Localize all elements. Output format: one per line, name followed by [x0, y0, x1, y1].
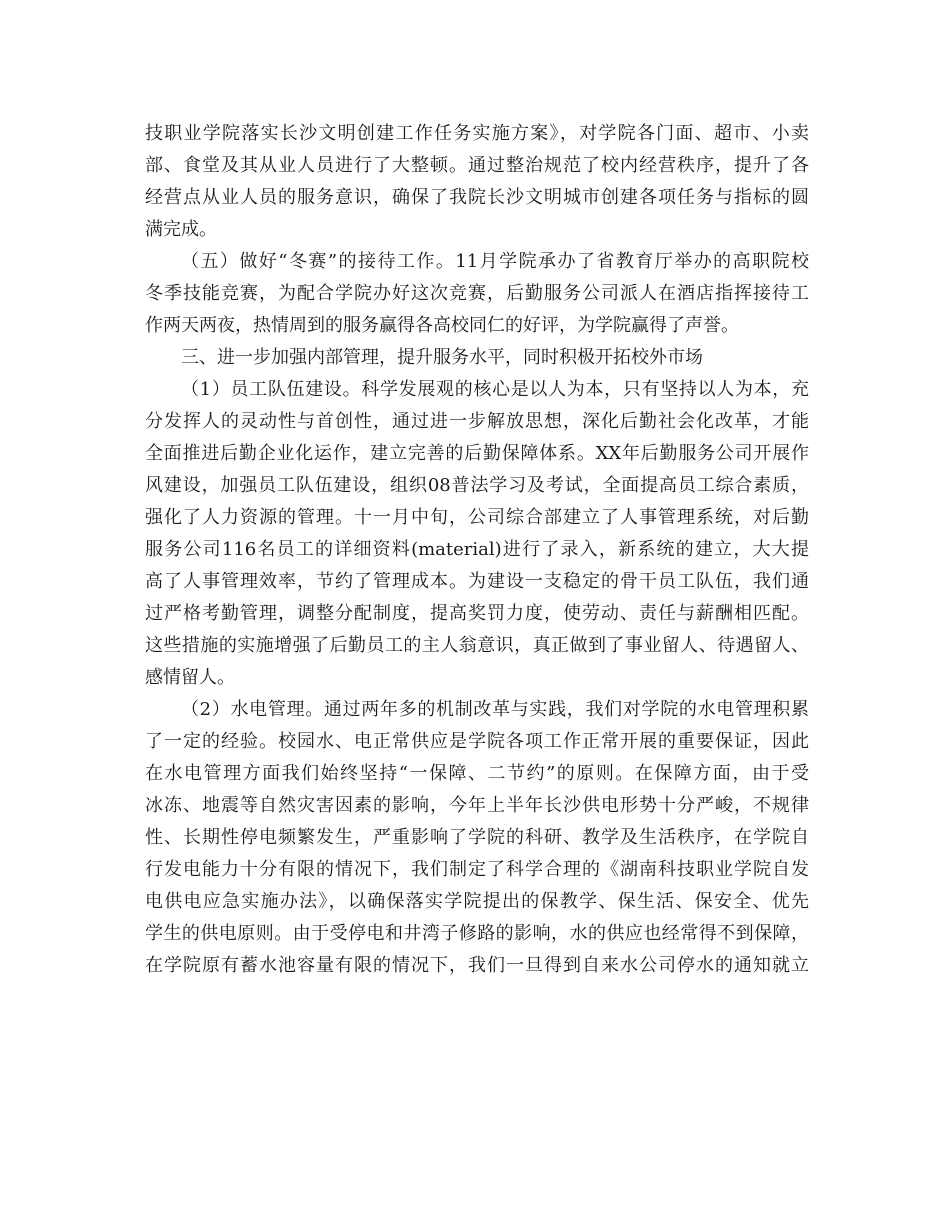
text-line: 技职业学院落实长沙文明创建工作任务实施方案》，对学院各门面、超市、小卖: [145, 123, 809, 144]
text-line: 在水电管理方面我们始终坚持“一保障、二节约”的原则。在保障方面，由于受: [145, 763, 809, 784]
section-item-five: （五）做好“冬赛”的接待工作。11月学院承办了省教育厅举办的高职院校: [181, 251, 809, 272]
text-line: 作两天两夜，热情周到的服务赢得各高校同仁的好评，为学院赢得了声誉。: [145, 315, 739, 336]
text-line: 风建设，加强员工队伍建设，组织08普法学习及考试，全面提高员工综合素质，: [145, 475, 809, 496]
text-line: 在学院原有蓄水池容量有限的情况下，我们一旦得到自来水公司停水的通知就立: [145, 955, 809, 976]
subsection-item-1: （1）员工队伍建设。科学发展观的核心是以人为本，只有坚持以人为本，充: [181, 379, 809, 400]
text-line: 性、长期性停电频繁发生，严重影响了学院的科研、教学及生活秩序，在学院自: [145, 827, 809, 848]
text-line: 感情留人。: [145, 667, 235, 688]
text-line: 学生的供电原则。由于受停电和井湾子修路的影响，水的供应也经常得不到保障，: [145, 923, 809, 944]
text-line: 全面推进后勤企业化运作，建立完善的后勤保障体系。XX年后勤服务公司开展作: [145, 443, 809, 464]
text-line: 高了人事管理效率，节约了管理成本。为建设一支稳定的骨干员工队伍，我们通: [145, 571, 809, 592]
text-line: 满完成。: [145, 219, 217, 240]
text-line: 分发挥人的灵动性与首创性，通过进一步解放思想，深化后勤社会化改革，才能: [145, 411, 809, 432]
section-heading-three: 三、进一步加强内部管理，提升服务水平，同时积极开拓校外市场: [181, 347, 703, 368]
text-line: 冬季技能竞赛，为配合学院办好这次竞赛，后勤服务公司派人在酒店指挥接待工: [145, 283, 809, 304]
text-line: 部、食堂及其从业人员进行了大整顿。通过整治规范了校内经营秩序，提升了各: [145, 155, 809, 176]
document-body: [145, 118, 809, 982]
text-line: 强化了人力资源的管理。十一月中旬，公司综合部建立了人事管理系统，对后勤: [145, 507, 809, 528]
text-line: 过严格考勤管理，调整分配制度，提高奖罚力度，使劳动、责任与薪酬相匹配。: [145, 603, 809, 624]
text-line: 电供电应急实施办法》，以确保落实学院提出的保教学、保生活、保安全、优先: [145, 891, 809, 912]
subsection-item-2: （2）水电管理。通过两年多的机制改革与实践，我们对学院的水电管理积累: [181, 699, 809, 720]
text-line: 冰冻、地震等自然灾害因素的影响，今年上半年长沙供电形势十分严峻，不规律: [145, 795, 809, 816]
text-line: 行发电能力十分有限的情况下，我们制定了科学合理的《湖南科技职业学院自发: [145, 859, 809, 880]
text-line: 了一定的经验。校园水、电正常供应是学院各项工作正常开展的重要保证，因此: [145, 731, 809, 752]
text-line: 这些措施的实施增强了后勤员工的主人翁意识，真正做到了事业留人、待遇留人、: [145, 635, 809, 656]
text-line: 经营点从业人员的服务意识，确保了我院长沙文明城市创建各项任务与指标的圆: [145, 187, 809, 208]
text-line: 服务公司116名员工的详细资料(material)进行了录入，新系统的建立，大大提: [145, 539, 809, 560]
